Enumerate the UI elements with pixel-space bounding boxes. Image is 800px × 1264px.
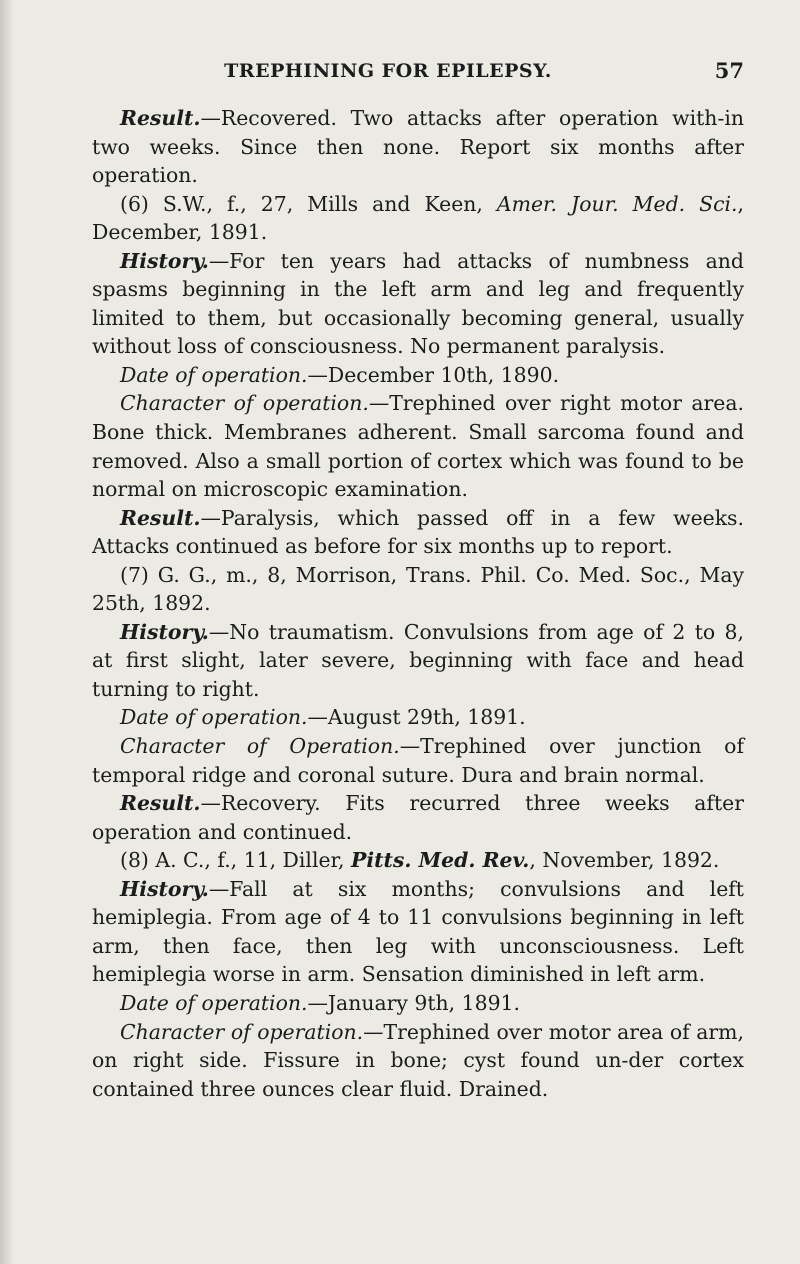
section-label: Result.: [120, 106, 201, 130]
paragraph-text: —Trephined over right motor area. Bone thick. Membranes adherent. Small sarcoma found and removed. Also a small portion of cortex which was found to be normal on microscopic examination.: [92, 391, 744, 502]
journal-name: Pitts. Med. Rev.: [351, 848, 530, 873]
page-body: [92, 104, 744, 1103]
paragraph-text: —Trephined over junction of temporal ridge and coronal suture. Dura and brain normal.: [92, 734, 744, 787]
paragraph-text: —Paralysis, which passed off in a few weeks. Attacks continued as before for six months up to report.: [92, 505, 744, 559]
paragraph-date-6: [92, 361, 744, 390]
section-label: Character of operation.: [120, 1019, 364, 1044]
running-title: TREPHINING FOR EPILEPSY.: [224, 60, 552, 82]
case-citation-7: [92, 561, 744, 618]
section-label: Date of operation.: [120, 362, 308, 387]
section-label: Date of operation.: [120, 705, 308, 730]
section-label: History.: [120, 248, 209, 273]
paragraph-text: —August 29th, 1891.: [307, 705, 526, 730]
section-label: Date of operation.: [120, 990, 308, 1015]
paragraph-character-6: [92, 389, 744, 503]
paragraph-result-7: [92, 789, 744, 846]
paragraph-text: —January 9th, 1891.: [307, 990, 520, 1015]
section-label: Result.: [120, 791, 201, 816]
paragraph-character-7: [92, 732, 744, 789]
paragraph-text: —Recovery. Fits recurred three weeks after operation and continued.: [92, 791, 744, 844]
citation-prefix: (8) A. C., f., 11, Diller,: [120, 848, 351, 873]
paragraph-text: —No traumatism. Convulsions from age of 2 to 8, at first slight, later severe, beginning with face and head turning to right.: [92, 619, 744, 701]
paragraph-text: —For ten years had attacks of numbness and spasms beginning in the left arm and leg and frequently limited to them, but occasionally becoming general, usually without loss of consciousness. No permanent paralysis.: [92, 248, 744, 359]
paragraph-text: —Recovered. Two attacks after operation with-in two weeks. Since then none. Report six months after operation.: [92, 106, 744, 188]
paragraph-date-8: [92, 989, 744, 1018]
citation-suffix: , November, 1892.: [529, 848, 720, 873]
citation-suffix: , December, 1891.: [92, 191, 744, 245]
section-label: Result.: [120, 505, 201, 530]
paragraph-text: (7) G. G., m., 8, Morrison, Trans. Phil. Co. Med. Soc., May 25th, 1892.: [92, 562, 744, 616]
page-number: 57: [714, 58, 744, 83]
paragraph-history-7: [92, 618, 744, 704]
page-header: [92, 60, 744, 90]
paragraph-text: —December 10th, 1890.: [307, 362, 560, 387]
paragraph-text: —Fall at six months; convulsions and left hemiplegia. From age of 4 to 11 convulsions beginning in left arm, then face, then leg with unconsciousness. Left hemiplegia worse in arm. Sensation diminished in left arm.: [92, 876, 744, 987]
paragraph-history-6: [92, 247, 744, 361]
paragraph-result-1: [92, 104, 744, 190]
paragraph-date-7: [92, 703, 744, 732]
journal-name: Amer. Jour. Med. Sci.: [496, 191, 738, 216]
case-citation-8: [92, 846, 744, 875]
page-gutter-shadow: [0, 0, 14, 1264]
paragraph-history-8: [92, 875, 744, 989]
section-label: Character of operation.: [120, 391, 369, 416]
section-label: History.: [120, 619, 209, 644]
paragraph-text: —Trephined over motor area of arm, on right side. Fissure in bone; cyst found un-der cortex contained three ounces clear fluid. Drained.: [92, 1019, 744, 1101]
paragraph-result-6: [92, 504, 744, 561]
paragraph-character-8: [92, 1018, 744, 1104]
section-label: History.: [120, 876, 209, 901]
section-label: Character of Operation.: [120, 734, 400, 759]
case-citation-6: [92, 190, 744, 247]
citation-prefix: (6) S.W., f., 27, Mills and Keen,: [120, 191, 497, 216]
